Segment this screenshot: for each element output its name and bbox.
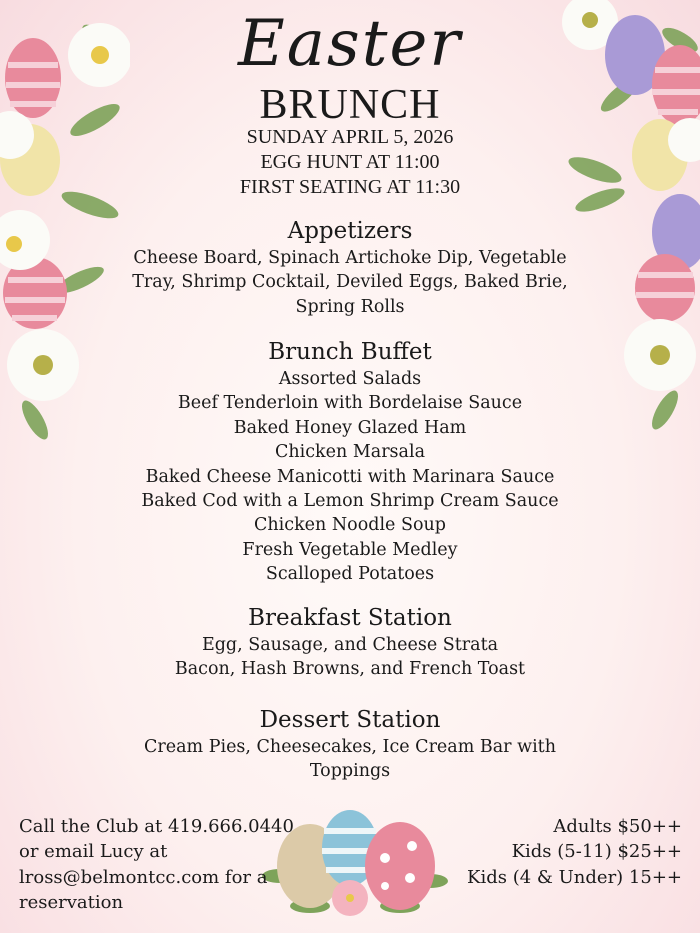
menu-line: Tray, Shrimp Cocktail, Deviled Eggs, Baked Brie, [132,272,568,293]
section-heading: Appetizers [287,218,413,244]
contact-email-line: lross@belmontcc.com for a [19,866,268,888]
event-info [0,125,700,200]
menu-line: Cheese Board, Spinach Artichoke Dip, Vegetable [133,248,567,268]
menu-line: Toppings [309,761,391,782]
pricing-info [467,814,682,890]
section-heading: Dessert Station [259,707,441,733]
menu-item: Chicken Noodle Soup [254,515,446,536]
section-dessert-station [0,705,700,784]
menu-line: Cream Pies, Cheesecakes, Ice Cream Bar with [144,737,556,757]
section-heading: Breakfast Station [248,605,452,631]
contact-line: or email Lucy at [19,841,168,863]
price-kids-4-under: Kids (4 & Under) 15++ [467,866,682,888]
menu-item: Baked Honey Glazed Ham [233,417,467,438]
menu-item: Scalloped Potatoes [265,564,435,585]
contact-line: reservation [19,891,124,913]
title-script: Easter [238,7,462,81]
first-seating-time: FIRST SEATING AT 11:30 [239,176,461,198]
menu-line: Spring Rolls [295,296,405,317]
menu-item: Fresh Vegetable Medley [242,539,458,560]
section-brunch-buffet [0,337,700,587]
title-main: BRUNCH [259,82,441,128]
contact-line: Call the Club at 419.666.0440 [19,816,294,837]
menu-item: Baked Cod with a Lemon Shrimp Cream Sauce [141,491,559,512]
price-kids-5-11: Kids (5-11) $25++ [511,841,682,863]
contact-info [19,814,294,915]
section-appetizers [0,216,700,319]
section-breakfast-station [0,603,700,682]
price-adults: Adults $50++ [553,816,682,837]
menu-item: Beef Tenderloin with Bordelaise Sauce [177,393,523,414]
menu-item: Chicken Marsala [274,442,425,463]
menu-item: Bacon, Hash Browns, and French Toast [174,659,526,680]
event-date: SUNDAY APRIL 5, 2026 [246,126,454,148]
menu-item: Assorted Salads [278,369,422,389]
egg-hunt-time: EGG HUNT AT 11:00 [260,151,440,173]
menu-item: Egg, Sausage, and Cheese Strata [201,635,499,655]
menu-item: Baked Cheese Manicotti with Marinara Sauce [145,466,555,487]
section-heading: Brunch Buffet [268,339,432,365]
